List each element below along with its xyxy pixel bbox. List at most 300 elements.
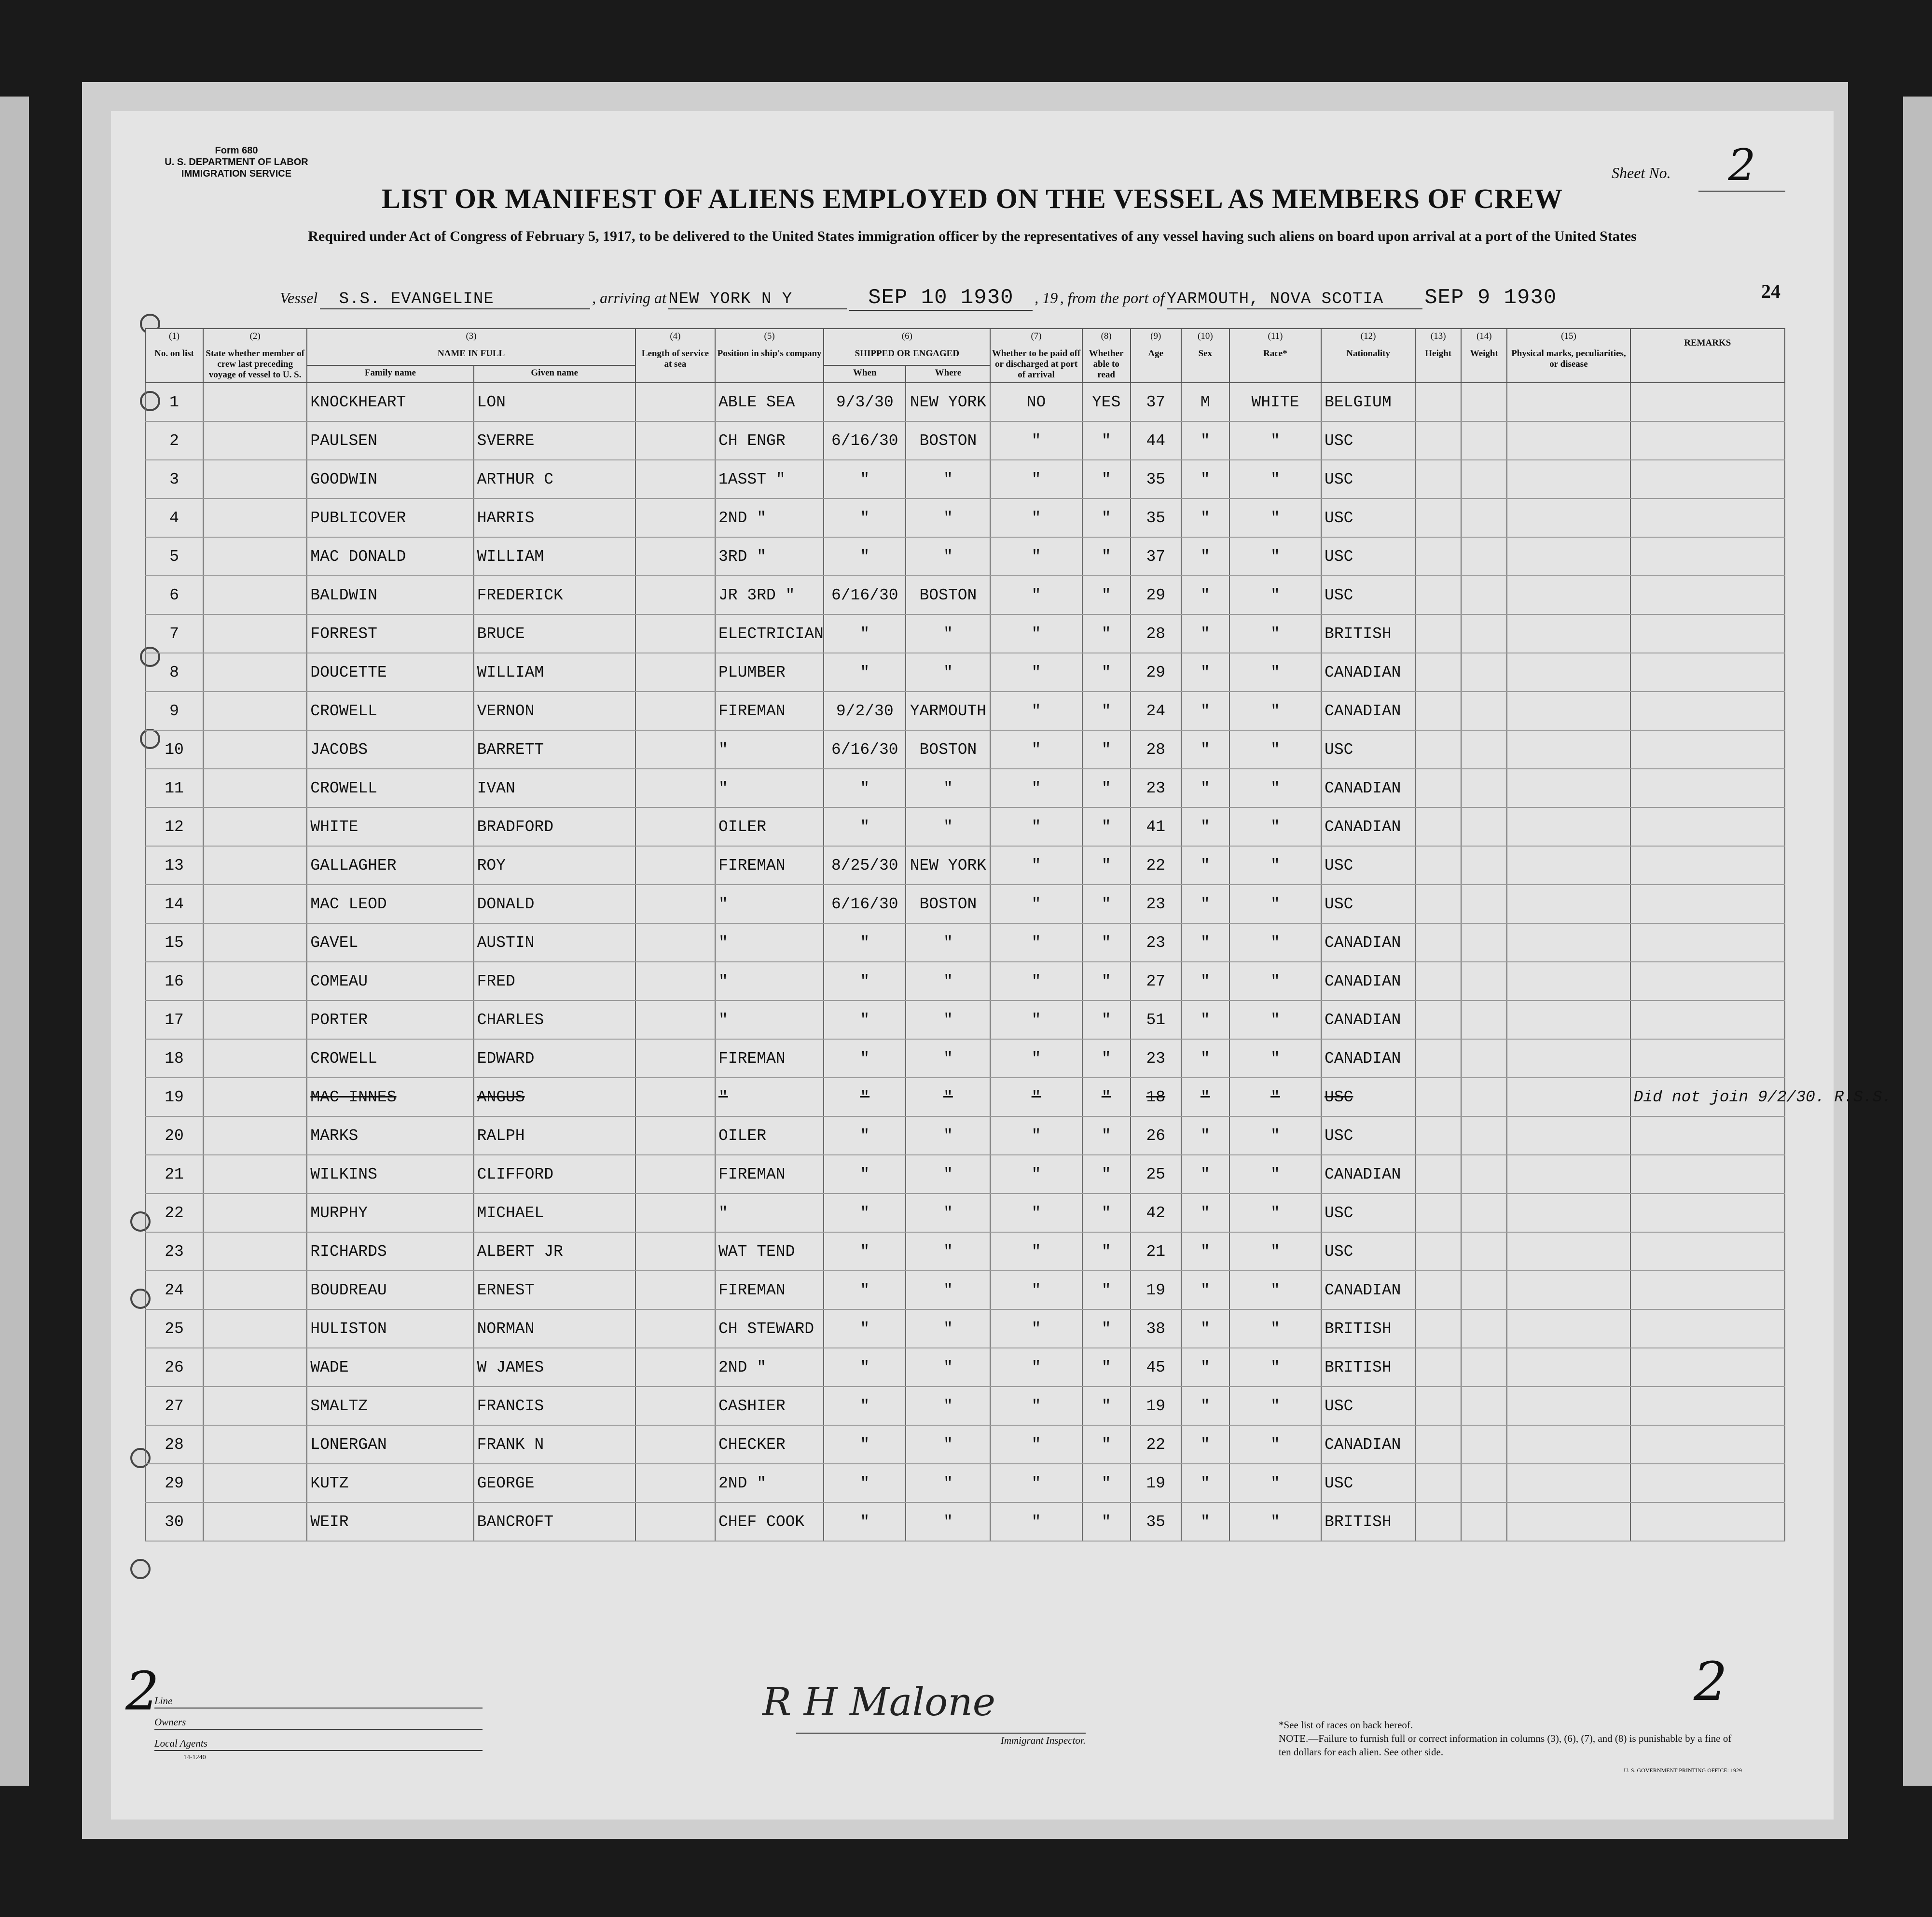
line-number: 1 bbox=[145, 383, 203, 421]
col-header-service: (4) Length of service at sea bbox=[635, 329, 715, 383]
line-number: 5 bbox=[145, 537, 203, 576]
col-header-when: When bbox=[824, 365, 906, 383]
position: " bbox=[715, 1000, 824, 1039]
physical-marks-cell bbox=[1507, 1309, 1630, 1348]
physical-marks-cell bbox=[1507, 614, 1630, 653]
age: 41 bbox=[1131, 807, 1181, 846]
table-row bbox=[145, 1425, 1785, 1464]
table-row bbox=[145, 1078, 1785, 1116]
race: " bbox=[1229, 923, 1321, 962]
shipped-where: " bbox=[906, 769, 990, 807]
remarks bbox=[1630, 1194, 1785, 1232]
height-cell bbox=[1415, 1194, 1461, 1232]
height-cell bbox=[1415, 1000, 1461, 1039]
last-voyage-cell bbox=[203, 1271, 307, 1309]
physical-marks-cell bbox=[1507, 1348, 1630, 1387]
given-name: W JAMES bbox=[474, 1348, 635, 1387]
position: FIREMAN bbox=[715, 1271, 824, 1309]
shipped-where: BOSTON bbox=[906, 730, 990, 769]
sex: " bbox=[1181, 1039, 1229, 1078]
paid-off: " bbox=[990, 1348, 1082, 1387]
family-name: COMEAU bbox=[307, 962, 473, 1000]
service-cell bbox=[635, 730, 715, 769]
shipped-when: " bbox=[824, 1425, 906, 1464]
family-name: LONERGAN bbox=[307, 1425, 473, 1464]
shipped-when: 9/3/30 bbox=[824, 383, 906, 421]
height-cell bbox=[1415, 614, 1461, 653]
adjacent-page-right bbox=[1903, 97, 1932, 1786]
crew-manifest-table bbox=[145, 328, 1892, 1542]
position: WAT TEND bbox=[715, 1232, 824, 1271]
line-number: 19 bbox=[145, 1078, 203, 1116]
given-name: LON bbox=[474, 383, 635, 421]
col-header-physical: (15) Physical marks, peculiarities, or disease bbox=[1507, 329, 1630, 383]
shipped-when: " bbox=[824, 1155, 906, 1194]
last-voyage-cell bbox=[203, 692, 307, 730]
remarks bbox=[1630, 1000, 1785, 1039]
family-name: MAC DONALD bbox=[307, 537, 473, 576]
table-row bbox=[145, 1271, 1785, 1309]
sheet-label: Sheet No. bbox=[1612, 164, 1671, 181]
shipped-where: " bbox=[906, 1155, 990, 1194]
race: " bbox=[1229, 614, 1321, 653]
family-name: MURPHY bbox=[307, 1194, 473, 1232]
table-row bbox=[145, 421, 1785, 460]
age: 38 bbox=[1131, 1309, 1181, 1348]
sex: " bbox=[1181, 1232, 1229, 1271]
height-cell bbox=[1415, 923, 1461, 962]
sex: " bbox=[1181, 730, 1229, 769]
service-cell bbox=[635, 769, 715, 807]
remarks bbox=[1630, 499, 1785, 537]
remarks bbox=[1630, 1232, 1785, 1271]
race: " bbox=[1229, 1155, 1321, 1194]
shipped-when: " bbox=[824, 962, 906, 1000]
shipped-where: " bbox=[906, 1425, 990, 1464]
race: " bbox=[1229, 962, 1321, 1000]
age: 19 bbox=[1131, 1271, 1181, 1309]
given-name: FREDERICK bbox=[474, 576, 635, 614]
last-voyage-cell bbox=[203, 499, 307, 537]
race: " bbox=[1229, 1039, 1321, 1078]
able-to-read: " bbox=[1082, 692, 1131, 730]
last-voyage-cell bbox=[203, 1348, 307, 1387]
height-cell bbox=[1415, 1039, 1461, 1078]
shipped-where: NEW YORK bbox=[906, 383, 990, 421]
corner-number: 24 bbox=[1761, 280, 1780, 302]
age: 35 bbox=[1131, 499, 1181, 537]
service-cell bbox=[635, 1078, 715, 1116]
age: 35 bbox=[1131, 460, 1181, 499]
shipped-where: " bbox=[906, 1309, 990, 1348]
position: FIREMAN bbox=[715, 1039, 824, 1078]
able-to-read: " bbox=[1082, 537, 1131, 576]
family-name: PORTER bbox=[307, 1000, 473, 1039]
paid-off: " bbox=[990, 1155, 1082, 1194]
position: OILER bbox=[715, 807, 824, 846]
physical-marks-cell bbox=[1507, 923, 1630, 962]
line-number: 15 bbox=[145, 923, 203, 962]
remarks bbox=[1630, 383, 1785, 421]
paid-off: " bbox=[990, 1078, 1082, 1116]
race: " bbox=[1229, 769, 1321, 807]
able-to-read: " bbox=[1082, 1387, 1131, 1425]
paid-off: " bbox=[990, 537, 1082, 576]
given-name: CLIFFORD bbox=[474, 1155, 635, 1194]
table-row bbox=[145, 1116, 1785, 1155]
race: " bbox=[1229, 1309, 1321, 1348]
sex: " bbox=[1181, 1116, 1229, 1155]
given-name: AUSTIN bbox=[474, 923, 635, 962]
last-voyage-cell bbox=[203, 421, 307, 460]
paid-off: NO bbox=[990, 383, 1082, 421]
line-number: 2 bbox=[145, 421, 203, 460]
service-cell bbox=[635, 1425, 715, 1464]
remarks bbox=[1630, 576, 1785, 614]
table-row bbox=[145, 653, 1785, 692]
nationality: USC bbox=[1321, 1387, 1415, 1425]
age: 35 bbox=[1131, 1502, 1181, 1541]
owners-label: Owners bbox=[154, 1716, 186, 1728]
age: 51 bbox=[1131, 1000, 1181, 1039]
height-cell bbox=[1415, 1348, 1461, 1387]
line-number: 24 bbox=[145, 1271, 203, 1309]
table-row bbox=[145, 1348, 1785, 1387]
sex: " bbox=[1181, 1155, 1229, 1194]
race: " bbox=[1229, 730, 1321, 769]
given-name: DONALD bbox=[474, 885, 635, 923]
nationality: USC bbox=[1321, 421, 1415, 460]
shipped-where: BOSTON bbox=[906, 421, 990, 460]
age: 42 bbox=[1131, 1194, 1181, 1232]
shipped-when: " bbox=[824, 807, 906, 846]
weight-cell bbox=[1461, 421, 1507, 460]
last-voyage-cell bbox=[203, 576, 307, 614]
line-number: 14 bbox=[145, 885, 203, 923]
weight-cell bbox=[1461, 383, 1507, 421]
line-number: 10 bbox=[145, 730, 203, 769]
physical-marks-cell bbox=[1507, 1000, 1630, 1039]
line-number: 18 bbox=[145, 1039, 203, 1078]
race: " bbox=[1229, 1271, 1321, 1309]
paid-off: " bbox=[990, 1271, 1082, 1309]
vessel-label: Vessel bbox=[280, 289, 318, 306]
able-to-read: " bbox=[1082, 499, 1131, 537]
height-cell bbox=[1415, 499, 1461, 537]
col-header-given-name: Given name bbox=[474, 365, 635, 383]
position: " bbox=[715, 730, 824, 769]
family-name: RICHARDS bbox=[307, 1232, 473, 1271]
line-label: Line bbox=[154, 1695, 173, 1707]
able-to-read: " bbox=[1082, 1194, 1131, 1232]
physical-marks-cell bbox=[1507, 1502, 1630, 1541]
physical-marks-cell bbox=[1507, 537, 1630, 576]
footer-fields bbox=[154, 1694, 492, 1764]
service-cell bbox=[635, 1116, 715, 1155]
remarks bbox=[1630, 846, 1785, 885]
paid-off: " bbox=[990, 576, 1082, 614]
able-to-read: " bbox=[1082, 1502, 1131, 1541]
weight-cell bbox=[1461, 1000, 1507, 1039]
line-number: 25 bbox=[145, 1309, 203, 1348]
sex: " bbox=[1181, 923, 1229, 962]
service-cell bbox=[635, 885, 715, 923]
sex: " bbox=[1181, 769, 1229, 807]
remarks bbox=[1630, 923, 1785, 962]
weight-cell bbox=[1461, 692, 1507, 730]
last-voyage-cell bbox=[203, 1155, 307, 1194]
service-cell bbox=[635, 1194, 715, 1232]
sex: M bbox=[1181, 383, 1229, 421]
family-name: SMALTZ bbox=[307, 1387, 473, 1425]
line-number: 6 bbox=[145, 576, 203, 614]
shipped-when: " bbox=[824, 1309, 906, 1348]
table-row bbox=[145, 730, 1785, 769]
sex: " bbox=[1181, 460, 1229, 499]
physical-marks-cell bbox=[1507, 1039, 1630, 1078]
last-voyage-cell bbox=[203, 1039, 307, 1078]
nationality: CANADIAN bbox=[1321, 1425, 1415, 1464]
race: " bbox=[1229, 885, 1321, 923]
last-voyage-cell bbox=[203, 537, 307, 576]
table-row bbox=[145, 1387, 1785, 1425]
shipped-when: " bbox=[824, 653, 906, 692]
line-number: 13 bbox=[145, 846, 203, 885]
last-voyage-cell bbox=[203, 1309, 307, 1348]
height-cell bbox=[1415, 1232, 1461, 1271]
position: 2ND " bbox=[715, 1464, 824, 1502]
race: WHITE bbox=[1229, 383, 1321, 421]
family-name: BALDWIN bbox=[307, 576, 473, 614]
col-header-name: (3) NAME IN FULL bbox=[307, 329, 635, 365]
line-number: 28 bbox=[145, 1425, 203, 1464]
given-name: BANCROFT bbox=[474, 1502, 635, 1541]
line-number: 21 bbox=[145, 1155, 203, 1194]
race: " bbox=[1229, 846, 1321, 885]
given-name: SVERRE bbox=[474, 421, 635, 460]
able-to-read: " bbox=[1082, 807, 1131, 846]
nationality: USC bbox=[1321, 460, 1415, 499]
position: ABLE SEA bbox=[715, 383, 824, 421]
shipped-when: 6/16/30 bbox=[824, 730, 906, 769]
position: PLUMBER bbox=[715, 653, 824, 692]
remarks bbox=[1630, 1348, 1785, 1387]
col-header-last-voyage: (2) State whether member of crew last preceding voyage of vessel to U. S. bbox=[203, 329, 307, 383]
able-to-read: " bbox=[1082, 1309, 1131, 1348]
race: " bbox=[1229, 421, 1321, 460]
col-header-no: (1) No. on list bbox=[145, 329, 203, 383]
service-cell bbox=[635, 1232, 715, 1271]
header-row bbox=[145, 329, 1785, 365]
weight-cell bbox=[1461, 1232, 1507, 1271]
sex: " bbox=[1181, 1309, 1229, 1348]
form-info bbox=[164, 145, 309, 180]
last-voyage-cell bbox=[203, 769, 307, 807]
col-header-where: Where bbox=[906, 365, 990, 383]
table-row bbox=[145, 1039, 1785, 1078]
nationality: BELGIUM bbox=[1321, 383, 1415, 421]
service-cell bbox=[635, 421, 715, 460]
nationality: USC bbox=[1321, 885, 1415, 923]
given-name: BRUCE bbox=[474, 614, 635, 653]
table-row bbox=[145, 1502, 1785, 1541]
shipped-where: " bbox=[906, 807, 990, 846]
able-to-read: " bbox=[1082, 1155, 1131, 1194]
table-row bbox=[145, 692, 1785, 730]
shipped-where: BOSTON bbox=[906, 576, 990, 614]
physical-marks-cell bbox=[1507, 1464, 1630, 1502]
paid-off: " bbox=[990, 460, 1082, 499]
nationality: CANADIAN bbox=[1321, 962, 1415, 1000]
shipped-where: " bbox=[906, 1116, 990, 1155]
family-name: WILKINS bbox=[307, 1155, 473, 1194]
shipped-when: " bbox=[824, 923, 906, 962]
paid-off: " bbox=[990, 730, 1082, 769]
remarks bbox=[1630, 730, 1785, 769]
sex: " bbox=[1181, 1271, 1229, 1309]
line-number: 27 bbox=[145, 1387, 203, 1425]
given-name: MICHAEL bbox=[474, 1194, 635, 1232]
shipped-when: " bbox=[824, 1464, 906, 1502]
race: " bbox=[1229, 807, 1321, 846]
table-row bbox=[145, 460, 1785, 499]
service-cell bbox=[635, 962, 715, 1000]
shipped-when: " bbox=[824, 614, 906, 653]
sex: " bbox=[1181, 1078, 1229, 1116]
race: " bbox=[1229, 1425, 1321, 1464]
physical-marks-cell bbox=[1507, 1232, 1630, 1271]
remarks bbox=[1630, 769, 1785, 807]
col-header-remarks: REMARKS bbox=[1630, 329, 1785, 383]
able-to-read: " bbox=[1082, 1000, 1131, 1039]
nationality: CANADIAN bbox=[1321, 807, 1415, 846]
age: 18 bbox=[1131, 1078, 1181, 1116]
last-voyage-cell bbox=[203, 1078, 307, 1116]
given-name: NORMAN bbox=[474, 1309, 635, 1348]
adjacent-page-left bbox=[0, 97, 29, 1786]
shipped-when: " bbox=[824, 1502, 906, 1541]
height-cell bbox=[1415, 885, 1461, 923]
form-code: 14-1240 bbox=[183, 1754, 206, 1761]
race: " bbox=[1229, 1387, 1321, 1425]
shipped-where: " bbox=[906, 1194, 990, 1232]
table-row bbox=[145, 1309, 1785, 1348]
service-cell bbox=[635, 653, 715, 692]
col-header-paid-off: (7) Whether to be paid off or discharged at port of arrival bbox=[990, 329, 1082, 383]
physical-marks-cell bbox=[1507, 1155, 1630, 1194]
age: 28 bbox=[1131, 730, 1181, 769]
line-number: 17 bbox=[145, 1000, 203, 1039]
from-port: YARMOUTH, NOVA SCOTIA bbox=[1167, 290, 1422, 309]
race: " bbox=[1229, 537, 1321, 576]
weight-cell bbox=[1461, 1387, 1507, 1425]
last-voyage-cell bbox=[203, 1387, 307, 1425]
nationality: USC bbox=[1321, 846, 1415, 885]
nationality: USC bbox=[1321, 1116, 1415, 1155]
able-to-read: " bbox=[1082, 576, 1131, 614]
line-number: 8 bbox=[145, 653, 203, 692]
table-row bbox=[145, 962, 1785, 1000]
remarks bbox=[1630, 1271, 1785, 1309]
able-to-read: " bbox=[1082, 1232, 1131, 1271]
sex: " bbox=[1181, 1000, 1229, 1039]
inspector-label: Immigrant Inspector. bbox=[796, 1733, 1086, 1747]
table-row bbox=[145, 1155, 1785, 1194]
nationality: USC bbox=[1321, 730, 1415, 769]
race: " bbox=[1229, 1232, 1321, 1271]
able-to-read: " bbox=[1082, 923, 1131, 962]
given-name: FRANK N bbox=[474, 1425, 635, 1464]
remarks bbox=[1630, 1116, 1785, 1155]
physical-marks-cell bbox=[1507, 807, 1630, 846]
race: " bbox=[1229, 1464, 1321, 1502]
able-to-read: " bbox=[1082, 769, 1131, 807]
height-cell bbox=[1415, 653, 1461, 692]
shipped-when: 8/25/30 bbox=[824, 846, 906, 885]
remarks bbox=[1630, 885, 1785, 923]
height-cell bbox=[1415, 1387, 1461, 1425]
table-row bbox=[145, 383, 1785, 421]
family-name: CROWELL bbox=[307, 769, 473, 807]
col-header-age: (9) Age bbox=[1131, 329, 1181, 383]
physical-marks-cell bbox=[1507, 1425, 1630, 1464]
able-to-read: " bbox=[1082, 614, 1131, 653]
weight-cell bbox=[1461, 460, 1507, 499]
shipped-where: " bbox=[906, 537, 990, 576]
paid-off: " bbox=[990, 962, 1082, 1000]
physical-marks-cell bbox=[1507, 1387, 1630, 1425]
family-name: GALLAGHER bbox=[307, 846, 473, 885]
position: 2ND " bbox=[715, 499, 824, 537]
height-cell bbox=[1415, 460, 1461, 499]
nationality: BRITISH bbox=[1321, 1502, 1415, 1541]
position: CHECKER bbox=[715, 1425, 824, 1464]
inspector-signature: R H Malone bbox=[762, 1680, 996, 1724]
remarks bbox=[1630, 1387, 1785, 1425]
nationality: CANADIAN bbox=[1321, 923, 1415, 962]
paid-off: " bbox=[990, 1464, 1082, 1502]
physical-marks-cell bbox=[1507, 730, 1630, 769]
able-to-read: " bbox=[1082, 730, 1131, 769]
remarks bbox=[1630, 807, 1785, 846]
height-cell bbox=[1415, 846, 1461, 885]
service-cell bbox=[635, 692, 715, 730]
weight-cell bbox=[1461, 1348, 1507, 1387]
service-cell bbox=[635, 499, 715, 537]
last-voyage-cell bbox=[203, 1464, 307, 1502]
family-name: FORREST bbox=[307, 614, 473, 653]
paid-off: " bbox=[990, 1502, 1082, 1541]
last-voyage-cell bbox=[203, 923, 307, 962]
physical-marks-cell bbox=[1507, 576, 1630, 614]
family-name: MAC LEOD bbox=[307, 885, 473, 923]
able-to-read: " bbox=[1082, 1425, 1131, 1464]
table-row bbox=[145, 1232, 1785, 1271]
shipped-when: 6/16/30 bbox=[824, 421, 906, 460]
family-name: CROWELL bbox=[307, 1039, 473, 1078]
line-number: 30 bbox=[145, 1502, 203, 1541]
shipped-when: " bbox=[824, 1271, 906, 1309]
height-cell bbox=[1415, 962, 1461, 1000]
weight-cell bbox=[1461, 614, 1507, 653]
remarks bbox=[1630, 1464, 1785, 1502]
physical-marks-cell bbox=[1507, 499, 1630, 537]
shipped-when: 6/16/30 bbox=[824, 885, 906, 923]
age: 23 bbox=[1131, 885, 1181, 923]
physical-marks-cell bbox=[1507, 962, 1630, 1000]
sex: " bbox=[1181, 421, 1229, 460]
shipped-where: NEW YORK bbox=[906, 846, 990, 885]
